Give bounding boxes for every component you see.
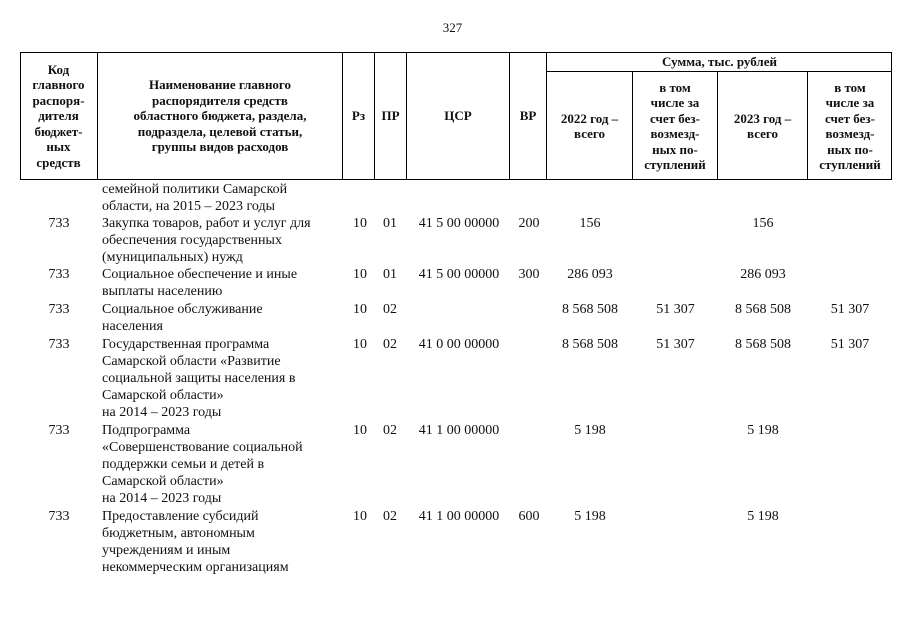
header-2023-free-line: счет без- <box>825 110 875 126</box>
row-name <box>102 215 342 266</box>
header-name-line: группы видов расходов <box>151 139 289 155</box>
row-name-line: Социальное обслуживание <box>102 302 263 317</box>
header-code-line: Код <box>47 61 70 77</box>
row-pr: 01 <box>383 216 397 231</box>
row-name-line: бюджетным, автономным <box>102 526 255 541</box>
row-name <box>102 422 342 507</box>
row-sum-2023: 156 <box>752 216 774 231</box>
row-pr: 02 <box>383 337 397 352</box>
row-name-line: Самарской области «Развитие <box>102 354 281 369</box>
header-2022-free-line: счет без- <box>650 110 700 126</box>
row-code: 733 <box>48 509 70 524</box>
header-2022-free-line: в том <box>659 79 691 95</box>
header-2022-line: 2022 год – <box>560 110 619 126</box>
row-name-line: Самарской области» <box>102 474 224 489</box>
row-name-line: Закупка товаров, работ и услуг для <box>102 216 311 231</box>
row-sum-2022: 5 198 <box>574 423 606 438</box>
row-name <box>102 266 342 300</box>
row-name-line: выплаты населению <box>102 284 223 299</box>
row-sum-2023: 5 198 <box>747 509 779 524</box>
header-2022-free-text <box>644 80 706 173</box>
row-sum-2023-free: 51 307 <box>830 302 870 317</box>
header-rz: Рз <box>343 52 375 180</box>
row-pr: 02 <box>383 423 397 438</box>
row-code: 733 <box>48 423 70 438</box>
row-vr: 200 <box>518 216 540 231</box>
row-name-line: на 2014 – 2023 годы <box>102 491 222 506</box>
row-name-line: населения <box>102 319 163 334</box>
row-name <box>102 336 342 421</box>
row-csr: 41 1 00 00000 <box>418 509 500 524</box>
row-sum-2023: 8 568 508 <box>735 337 791 352</box>
header-name-line: распорядителя средств <box>152 92 288 108</box>
row-csr: 41 0 00 00000 <box>418 337 500 352</box>
row-rz: 10 <box>353 337 367 352</box>
row-pr: 02 <box>383 509 397 524</box>
row-name-line: области, на 2015 – 2023 годы <box>102 199 276 214</box>
header-name-line: Наименование главного <box>148 77 292 93</box>
header-2023-free-line: в том <box>834 79 866 95</box>
row-sum-2022: 8 568 508 <box>562 337 618 352</box>
row-name-line: Государственная программа <box>102 337 270 352</box>
header-code-text <box>32 62 84 171</box>
header-code-line: дителя <box>38 108 79 124</box>
row-name-line: Социальное обеспечение и иные <box>102 267 298 282</box>
header-2022-total-text <box>561 111 618 142</box>
row-name-line: Самарской области» <box>102 388 224 403</box>
header-pr: ПР <box>375 52 407 180</box>
header-code-line: распоря- <box>32 92 85 108</box>
row-name-line: «Совершенствование социальной <box>102 440 303 455</box>
header-code-line: главного <box>32 77 85 93</box>
header-2023-free-line: возмезд- <box>825 126 875 141</box>
row-sum-2023: 286 093 <box>740 267 786 282</box>
row-rz: 10 <box>353 267 367 282</box>
row-csr: 41 5 00 00000 <box>418 267 500 282</box>
header-2022-free-line: ступлений <box>644 157 706 172</box>
row-pr: 02 <box>383 302 397 317</box>
header-code-line: ных <box>46 139 71 155</box>
row-vr: 300 <box>518 267 540 282</box>
header-code <box>20 52 98 180</box>
row-name-line: Предоставление субсидий <box>102 509 259 524</box>
row-name-line: учреждениям и иным <box>102 543 231 558</box>
header-2023-total-text <box>734 111 791 142</box>
row-name-line: (муниципальных) нужд <box>102 250 243 265</box>
row-csr: 41 5 00 00000 <box>418 216 500 231</box>
row-name-line: некоммерческим организациям <box>102 560 289 575</box>
row-sum-2022: 286 093 <box>567 267 613 282</box>
header-2023-free-line: ступлений <box>819 157 881 172</box>
row-sum-2022-free: 51 307 <box>656 302 695 317</box>
row-code: 733 <box>48 216 70 231</box>
row-name <box>102 181 342 215</box>
row-code: 733 <box>48 302 70 317</box>
row-rz: 10 <box>353 509 367 524</box>
row-name-line: обеспечения государственных <box>102 233 282 248</box>
header-name-line: областного бюджета, раздела, <box>133 108 307 124</box>
header-code-line: средств <box>36 154 81 170</box>
page-number: 327 <box>442 20 463 35</box>
row-csr: 41 1 00 00000 <box>418 423 500 438</box>
row-code: 733 <box>48 267 70 282</box>
header-sum-title: Сумма, тыс. рублей <box>547 52 892 72</box>
header-name <box>98 52 343 180</box>
row-sum-2023: 5 198 <box>747 423 779 438</box>
header-vr: ВР <box>510 52 547 180</box>
header-2023-total <box>718 72 808 180</box>
row-sum-2022: 8 568 508 <box>562 302 618 317</box>
header-2022-line: всего <box>574 126 605 141</box>
row-sum-2022-free: 51 307 <box>656 337 695 352</box>
header-2022-free-line: возмезд- <box>650 126 700 141</box>
row-name <box>102 508 342 576</box>
header-2022-free-line: ных по- <box>652 141 698 157</box>
header-2023-free-line: числе за <box>825 95 875 110</box>
header-2023-free-line: ных по- <box>827 141 873 157</box>
row-name-line: на 2014 – 2023 годы <box>102 405 222 420</box>
row-name-line: Подпрограмма <box>102 423 191 438</box>
header-2023-line: 2023 год – <box>733 110 792 126</box>
header-2023-free-text <box>819 80 881 173</box>
row-sum-2022: 5 198 <box>574 509 606 524</box>
row-rz: 10 <box>353 302 367 317</box>
row-name-line: семейной политики Самарской <box>102 182 288 197</box>
row-code: 733 <box>48 337 70 352</box>
header-csr: ЦСР <box>407 52 510 180</box>
table-header <box>20 52 892 180</box>
row-rz: 10 <box>353 423 367 438</box>
row-name <box>102 301 342 335</box>
row-pr: 01 <box>383 267 397 282</box>
header-2022-free <box>633 72 718 180</box>
row-name-line: поддержки семьи и детей в <box>102 457 265 472</box>
header-name-line: подраздела, целевой статьи, <box>137 123 303 139</box>
header-code-line: бюджет- <box>34 123 83 139</box>
header-name-text <box>134 77 307 155</box>
header-2023-free <box>808 72 892 180</box>
row-sum-2023: 8 568 508 <box>735 302 791 317</box>
header-2022-total <box>547 72 633 180</box>
row-sum-2022: 156 <box>579 216 601 231</box>
row-sum-2023-free: 51 307 <box>830 337 870 352</box>
header-2023-line: всего <box>747 126 778 141</box>
row-name-line: социальной защиты населения в <box>102 371 296 386</box>
row-vr: 600 <box>518 509 540 524</box>
header-2022-free-line: числе за <box>650 95 700 110</box>
row-rz: 10 <box>353 216 367 231</box>
